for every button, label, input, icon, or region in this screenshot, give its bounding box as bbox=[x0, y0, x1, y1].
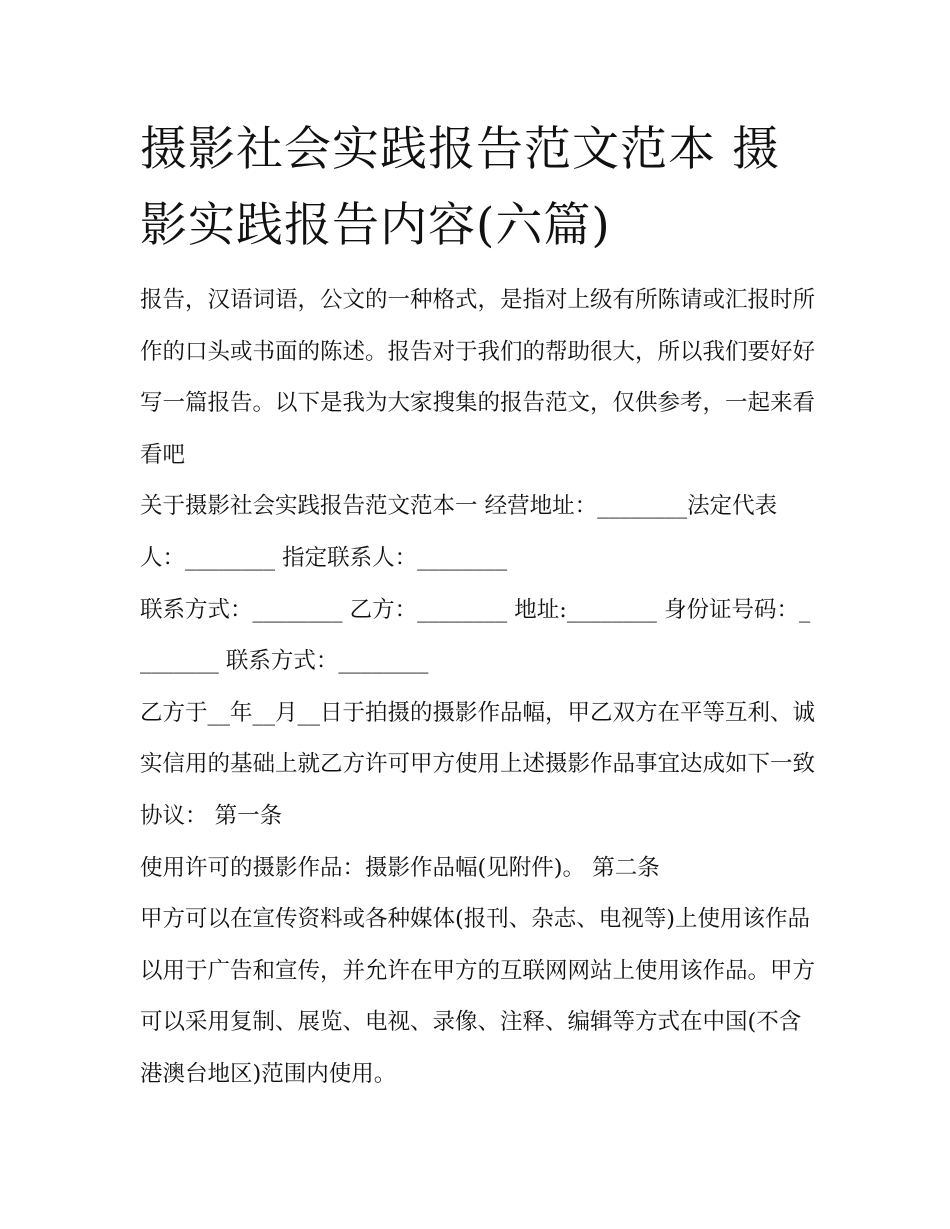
contract-party-paragraph: 关于摄影社会实践报告范文范本一 经营地址：________法定代表人：________ 指定联系人：________ bbox=[140, 493, 778, 571]
document-body bbox=[140, 275, 815, 1101]
contact-info-paragraph: 联系方式：________ 乙方：________ 地址:________ 身份证号码：________ 联系方式：________ bbox=[140, 596, 811, 675]
document-title: 摄影社会实践报告范文范本 摄影实践报告内容(六篇) bbox=[140, 122, 780, 253]
article-one-paragraph: 使用许可的摄影作品：摄影作品幅(见附件)。 第二条 bbox=[140, 854, 660, 881]
intro-paragraph: 报告，汉语词语，公文的一种格式，是指对上级有所陈请或汇报时所作的口头或书面的陈述。报告对于我们的帮助很大，所以我们要好好写一篇报告。以下是我为大家搜集的报告范文，仅供参考，一起来看看吧 bbox=[140, 287, 816, 468]
agreement-paragraph: 乙方于__年__月__日于拍摄的摄影作品幅，甲乙双方在平等互利、诚实信用的基础上就乙方许可甲方使用上述摄影作品事宜达成如下一致协议： 第一条 bbox=[140, 699, 816, 829]
article-two-paragraph: 甲方可以在宣传资料或各种媒体(报刊、杂志、电视等)上使用该作品以用于广告和宣传，并允许在甲方的互联网网站上使用该作品。甲方可以采用复制、展览、电视、录像、注释、编辑等方式在中国(不含港澳台地区)范围内使用。 bbox=[140, 906, 816, 1087]
